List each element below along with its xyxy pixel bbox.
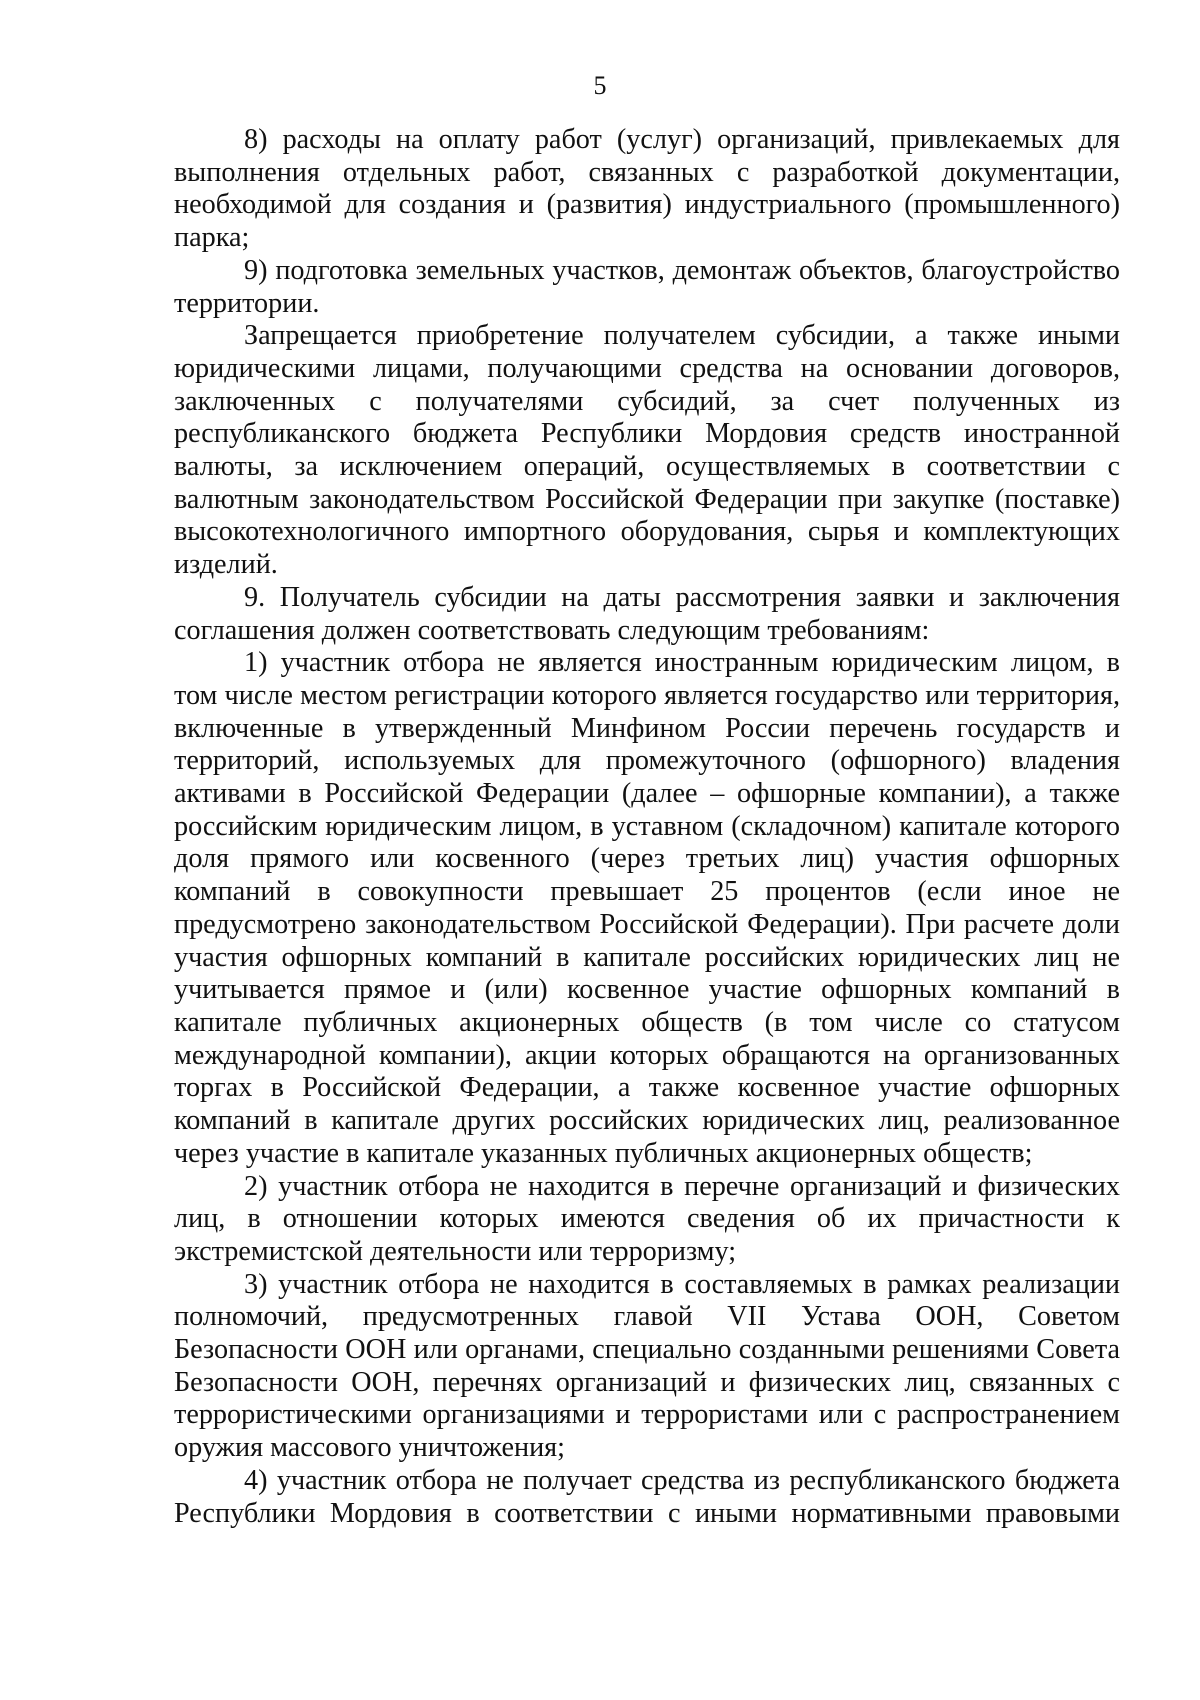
paragraph-item-9: 9) подготовка земельных участков, демонтаж объектов, благоустройство территории. <box>174 254 1120 319</box>
paragraph-requirement-2: 2) участник отбора не находится в перечне организаций и физических лиц, в отношении которых имеются сведения об их причастности к экстремистской деятельности или терроризму; <box>174 1170 1120 1267</box>
document-body <box>174 124 1120 1530</box>
paragraph-requirement-3: 3) участник отбора не находится в составляемых в рамках реализации полномочий, предусмотренных главой VII Устава ООН, Советом Безопасности ООН или органами, специально созданными решениями Совета Безопасности ООН, перечнях организаций и физических лиц, связанных с террористическими организациями и террористами или с распространением оружия массового уничтожения; <box>174 1268 1120 1464</box>
paragraph-item-8: 8) расходы на оплату работ (услуг) организаций, привлекаемых для выполнения отдельных работ, связанных с разработкой документации, необходимой для создания и (развития) индустриального (промышленного) парка; <box>174 124 1120 254</box>
paragraph-requirement-4: 4) участник отбора не получает средства из республиканского бюджета Республики Мордовия в соответствии с иными нормативными правовыми <box>174 1464 1120 1529</box>
page-number: 5 <box>593 71 607 100</box>
paragraph-requirement-1: 1) участник отбора не является иностранным юридическим лицом, в том числе местом регистрации которого является государство или территория, включенные в утвержденный Минфином России перечень государств и территорий, используемых для промежуточного (офшорного) владения активами в Российской Федерации (далее – офшорные компании), а также российским юридическим лицом, в уставном (складочном) капитале которого доля прямого или косвенного (через третьих лиц) участия офшорных компаний в совокупности превышает 25 процентов (если иное не предусмотрено законодательством Российской Федерации). При расчете доли участия офшорных компаний в капитале российских юридических лиц не учитывается прямое и (или) косвенное участие офшорных компаний в капитале публичных акционерных обществ (в том числе со статусом международной компании), акции которых обращаются на организованных торгах в Российской Федерации, а также косвенное участие офшорных компаний в капитале других российских юридических лиц, реализованное через участие в капитале указанных публичных акционерных обществ; <box>174 647 1120 1169</box>
paragraph-section-9-intro: 9. Получатель субсидии на даты рассмотрения заявки и заключения соглашения должен соответствовать следующим требованиям: <box>174 581 1120 646</box>
paragraph-currency-prohibition: Запрещается приобретение получателем субсидии, а также иными юридическими лицами, получающими средства на основании договоров, заключенных с получателями субсидий, за счет полученных из республиканского бюджета Республики Мордовия средств иностранной валюты, за исключением операций, осуществляемых в соответствии с валютным законодательством Российской Федерации при закупке (поставке) высокотехнологичного импортного оборудования, сырья и комплектующих изделий. <box>174 320 1120 581</box>
